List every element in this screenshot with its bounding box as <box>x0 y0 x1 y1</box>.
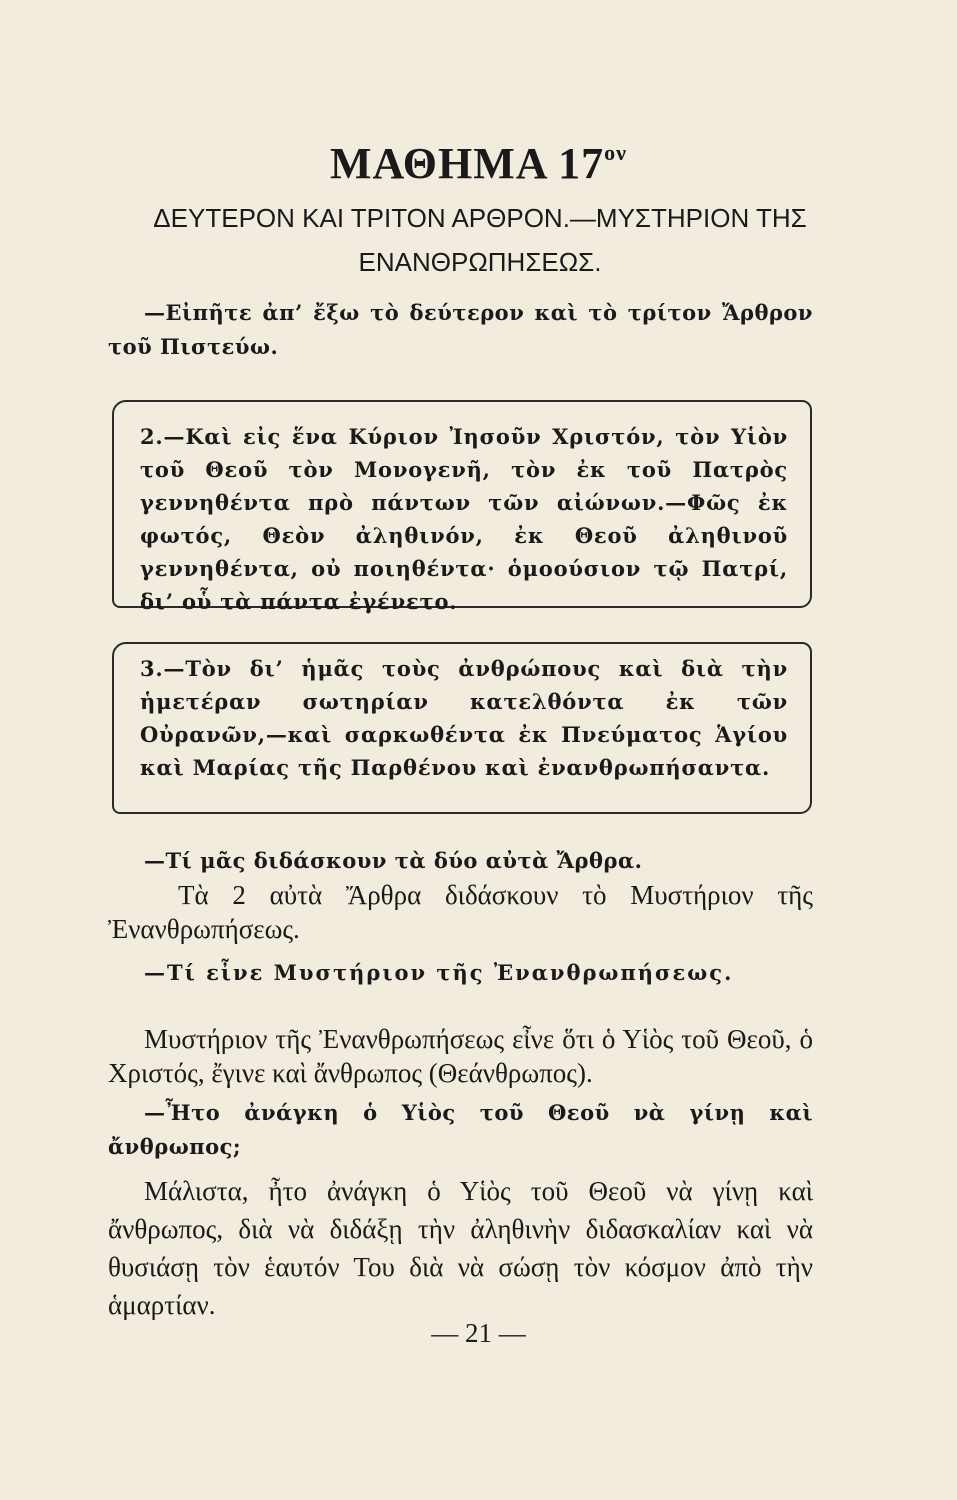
question-1: —Εἰπῆτε ἀπ’ ἔξω τὸ δεύτερον καὶ τὸ τρίτον Ἄρθρον τοῦ Πιστεύω. <box>108 300 813 359</box>
question-4: —Ἦτο ἀνάγκη ὁ Υἱὸς τοῦ Θεοῦ νὰ γίνῃ καὶ ἄνθρωπος; <box>108 1100 813 1159</box>
lesson-title <box>0 138 957 189</box>
lesson-subtitle <box>100 196 860 284</box>
lesson-title-ordinal: ον <box>604 140 627 165</box>
page-number: — 21 — <box>431 1318 526 1348</box>
question-2: —Τί μᾶς διδάσκουν τὰ δύο αὐτὰ Ἄρθρα. <box>144 848 643 873</box>
creed-article-2: 2.—Καὶ εἰς ἕνα Κύριον Ἰησοῦν Χριστόν, τὸν Υἱὸν τοῦ Θεοῦ τὸν Μονογενῆ, τὸν ἐκ τοῦ Πατρὸς γεννηθέντα πρὸ πάντων τῶν αἰώνων.—Φῶς ἐκ φωτός, Θεὸν ἀληθινόν, ἐκ Θεοῦ ἀληθινοῦ γεννηθέντα, οὐ ποιηθέντα· ὁμοούσιον τῷ Πατρί, δι’ οὗ τὰ πάντα ἐγένετο. <box>140 424 788 614</box>
answer-2: Τὰ 2 αὐτὰ Ἄρθρα διδάσκουν τὸ Μυστήριον τῆς Ἐνανθρωπήσεως. <box>108 880 813 944</box>
subtitle-line-2: ΕΝΑΝΘΡΩΠΗΣΕΩΣ. <box>358 247 602 277</box>
creed-article-3: 3.—Τὸν δι’ ἡμᾶς τοὺς ἀνθρώπους καὶ διὰ τὴν ἡμετέραν σωτηρίαν κατελθόντα ἐκ τῶν Οὐρανῶν,—καὶ σαρκωθέντα ἐκ Πνεύματος Ἁγίου καὶ Μαρίας τῆς Παρθένου καὶ ἐνανθρωπήσαντα. <box>140 656 788 780</box>
answer-4: Μάλιστα, ἦτο ἀνάγκη ὁ Υἱὸς τοῦ Θεοῦ νὰ γίνῃ καὶ ἄνθρωπος, διὰ νὰ διδάξῃ τὴν ἀληθινὴν διδασκαλίαν καὶ νὰ θυσιάσῃ τὸν ἑαυτόν Του διὰ νὰ σώσῃ τὸν κόσμον ἀπὸ τὴν ἁμαρτίαν. <box>108 1176 813 1320</box>
answer-3: Μυστήριον τῆς Ἐνανθρωπήσεως εἶνε ὅτι ὁ Υἱὸς τοῦ Θεοῦ, ὁ Χριστός, ἔγινε καὶ ἄνθρωπος (Θεάνθρωπος). <box>108 1024 813 1088</box>
question-3: —Τί εἶνε Μυστήριον τῆς Ἐνανθρωπήσεως. <box>144 960 734 985</box>
lesson-title-text: ΜΑΘΗΜΑ 17 <box>330 139 605 188</box>
subtitle-line-1: ΔΕΥΤΕΡΟΝ ΚΑΙ ΤΡΙΤΟΝ ΑΡΘΡΟΝ.—ΜΥΣΤΗΡΙΟΝ ΤΗΣ <box>153 203 807 233</box>
